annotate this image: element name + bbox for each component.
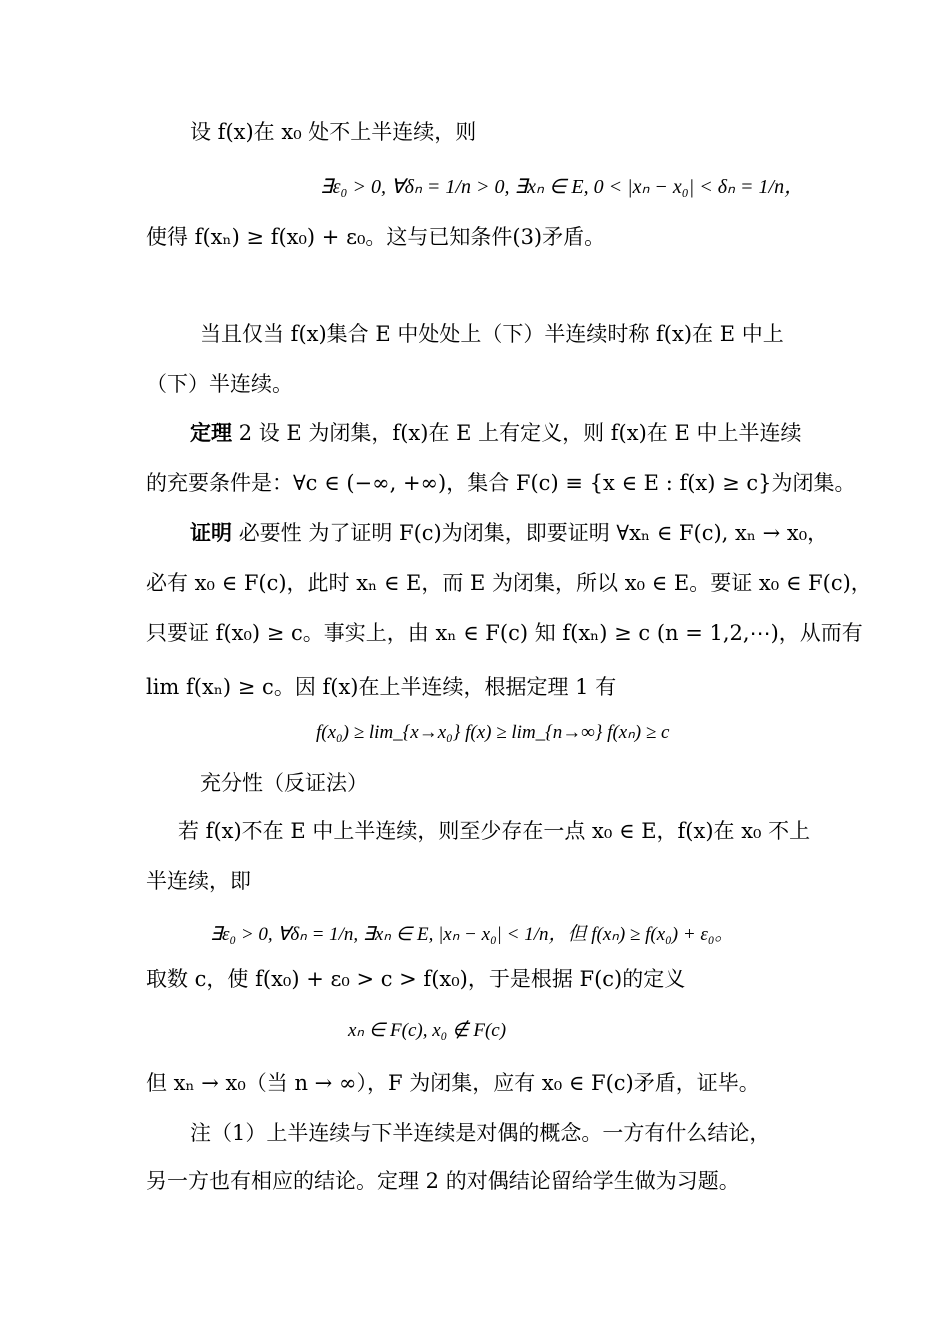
text-line: 但 xₙ → x₀（当 n → ∞），F 为闭集，应有 x₀ ∈ F(c)矛盾，证毕。 <box>146 1071 760 1095</box>
text-line: 当且仅当 f(x)集合 E 中处处上（下）半连续时称 f(x)在 E 中上 <box>200 322 784 346</box>
text-line: 的充要条件是：∀c ∈ (−∞, +∞)，集合 F(c) ≡ {x ∈ E : f(x) ≥ c}为闭集。 <box>146 471 856 495</box>
text-line: 使得 f(xₙ) ≥ f(x₀) + ε₀。这与已知条件(3)矛盾。 <box>146 225 606 249</box>
math-line: ∃ε₀ > 0, ∀δₙ = 1/n, ∃xₙ ∈ E, |xₙ − x₀| < 1/n，但 f(xₙ) ≥ f(x₀) + ε₀。 <box>210 924 734 945</box>
text-line: 取数 c，使 f(x₀) + ε₀ > c > f(x₀)，于是根据 F(c)的定义 <box>146 967 686 991</box>
theorem-number: 2 <box>238 421 253 445</box>
text-line: 半连续，即 <box>146 869 251 893</box>
text-line: （下）半连续。 <box>146 372 293 396</box>
text-line: 若 f(x)不在 E 中上半连续，则至少存在一点 x₀ ∈ E，f(x)在 x₀ 不上 <box>178 819 811 843</box>
text-line: 只要证 f(x₀) ≥ c。事实上，由 xₙ ∈ F(c) 知 f(xₙ) ≥ c (n = 1,2,⋯)，从而有 <box>146 621 863 645</box>
theorem-label: 定理 <box>190 421 232 445</box>
note-line: 注（1）上半连续与下半连续是对偶的概念。一方有什么结论， <box>190 1121 771 1145</box>
text-line: 必有 x₀ ∈ F(c)，此时 xₙ ∈ E，而 E 为闭集，所以 x₀ ∈ E。要证 x₀ ∈ F(c)， <box>146 571 872 595</box>
text-line: 充分性（反证法） <box>200 771 368 795</box>
math-line: ∃ε₀ > 0, ∀δₙ = 1/n > 0, ∃xₙ ∈ E, 0 < |xₙ − x₀| < δₙ = 1/n， <box>320 176 805 198</box>
text-line: lim f(xₙ) ≥ c。因 f(x)在上半连续，根据定理 1 有 <box>146 675 617 699</box>
theorem-line: 定理 2 设 E 为闭集，f(x)在 E 上有定义，则 f(x)在 E 中上半连续 <box>190 421 802 445</box>
math-line: f(x₀) ≥ lim_{x→x₀} f(x) ≥ lim_{n→∞} f(xₙ) ≥ c <box>316 722 670 743</box>
proof-line: 证明 必要性 为了证明 F(c)为闭集，即要证明 ∀xₙ ∈ F(c), xₙ → x₀， <box>190 521 829 545</box>
math-line: xₙ ∈ F(c), x₀ ∉ F(c) <box>348 1020 507 1041</box>
text-line: 设 f(x)在 x₀ 处不上半连续，则 <box>190 120 477 144</box>
proof-label: 证明 <box>190 521 232 545</box>
text-line: 另一方也有相应的结论。定理 2 的对偶结论留给学生做为习题。 <box>146 1169 740 1193</box>
